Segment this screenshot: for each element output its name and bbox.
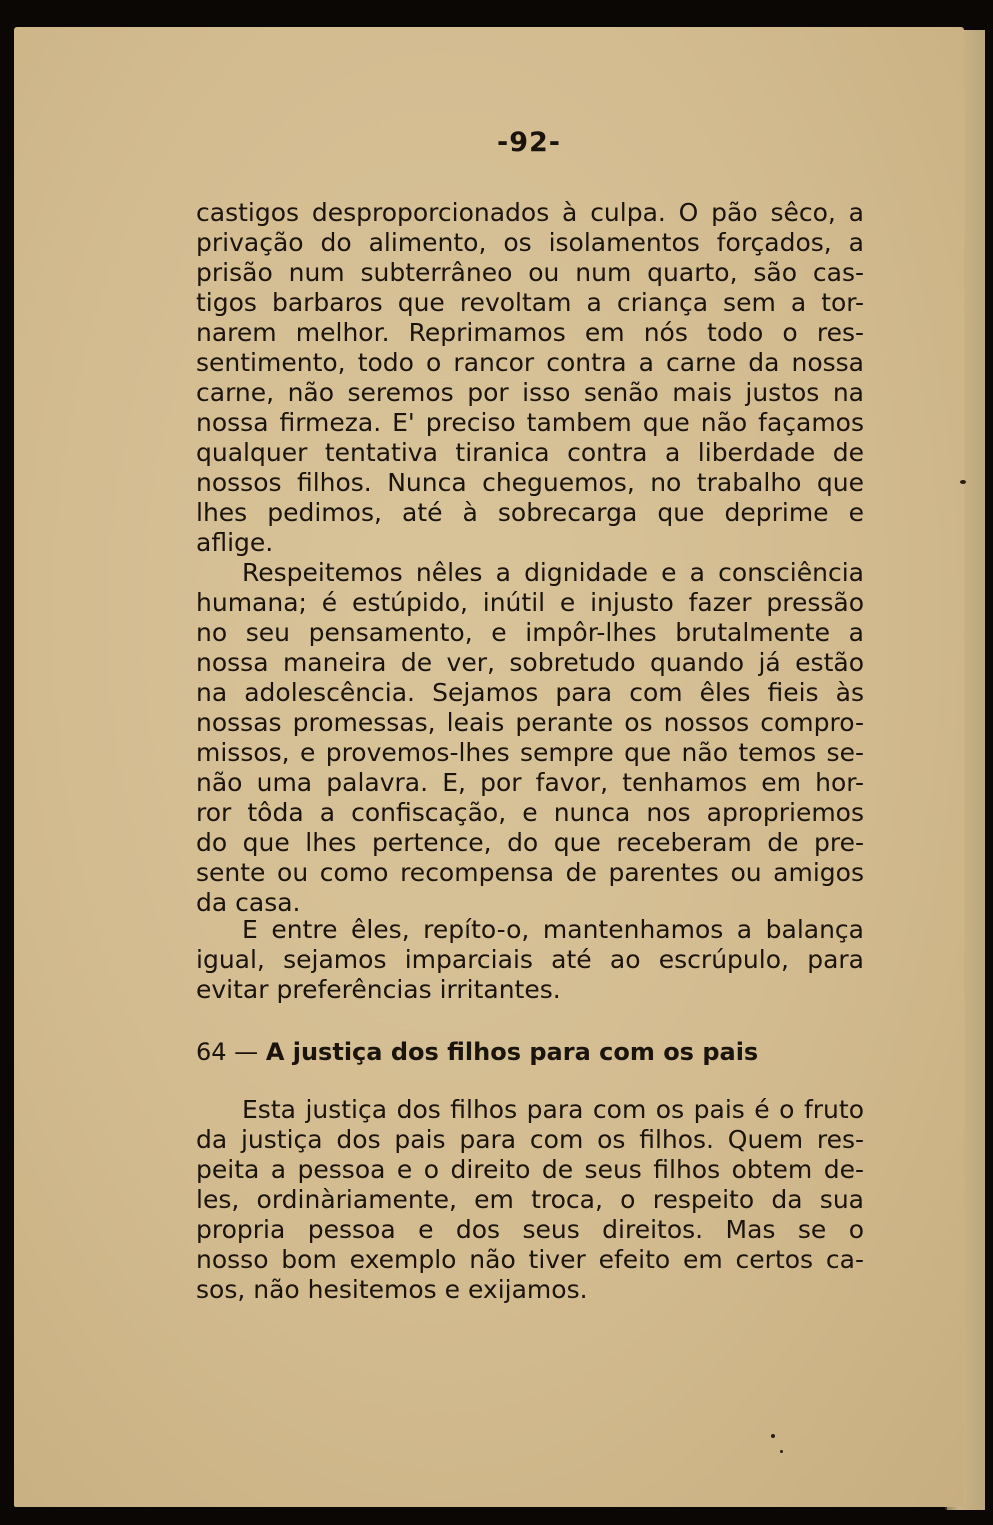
text-line: missos, e provemos-lhes sempre que não temos se- [196, 738, 864, 767]
text-line: da justiça dos pais para com os filhos. Quem res- [196, 1125, 864, 1154]
text-line: sentimento, todo o rancor contra a carne da nossa [196, 348, 864, 377]
text-line: qualquer tentativa tiranica contra a liberdade de [196, 438, 864, 467]
text-line: tigos barbaros que revoltam a criança sem a tor- [196, 288, 864, 317]
section-heading [196, 1038, 758, 1066]
paragraph-3 [196, 915, 864, 1005]
text-line: evitar preferências irritantes. [196, 975, 561, 1004]
section-title: A justiça dos filhos para com os pais [265, 1038, 759, 1066]
text-line: sente ou como recompensa de parentes ou amigos [196, 858, 864, 887]
text-line: E entre êles, repíto-o, mantenhamos a balança [242, 915, 864, 944]
text-line: nossas promessas, leais perante os nossos compro- [196, 708, 864, 737]
text-line: na adolescência. Sejamos para com êles fieis às [196, 678, 864, 707]
text-line: narem melhor. Reprimamos em nós todo o res- [196, 318, 864, 347]
text-line: castigos desproporcionados à culpa. O pão sêco, a [196, 198, 864, 227]
text-line: aflige. [196, 528, 274, 557]
text-line: Respeitemos nêles a dignidade e a consciência [242, 558, 864, 587]
paper-speck [780, 1450, 783, 1453]
paper-speck [771, 1434, 775, 1438]
text-line: privação do alimento, os isolamentos forçados, a [196, 228, 864, 257]
paper-speck [960, 480, 966, 484]
text-line: não uma palavra. E, por favor, tenhamos em hor- [196, 768, 864, 797]
text-line: no seu pensamento, e impôr-lhes brutalmente a [196, 618, 864, 647]
paragraph-4 [196, 1095, 864, 1305]
text-line: do que lhes pertence, do que receberam de pre- [196, 828, 864, 857]
paragraph-2 [196, 558, 864, 918]
text-line: nossos filhos. Nunca cheguemos, no trabalho que [196, 468, 864, 497]
text-line: les, ordinàriamente, em troca, o respeito da sua [196, 1185, 864, 1214]
text-line: humana; é estúpido, inútil e injusto fazer pressão [196, 588, 864, 617]
text-line: carne, não seremos por isso senão mais justos na [196, 378, 864, 407]
section-number: 64 — [196, 1038, 259, 1066]
text-line: propria pessoa e dos seus direitos. Mas se o [196, 1215, 864, 1244]
text-line: peita a pessoa e o direito de seus filhos obtem de- [196, 1155, 864, 1184]
text-line: da casa. [196, 888, 301, 917]
text-line: prisão num subterrâneo ou num quarto, são cas- [196, 258, 864, 287]
text-line: lhes pedimos, até à sobrecarga que deprime e [196, 498, 864, 527]
text-line: nossa firmeza. E' preciso tambem que não façamos [196, 408, 864, 437]
text-line: ror tôda a confiscação, e nunca nos apropriemos [196, 798, 864, 827]
text-line: nosso bom exemplo não tiver efeito em certos ca- [196, 1245, 864, 1274]
text-line: sos, não hesitemos e exijamos. [196, 1275, 588, 1304]
paragraph-1 [196, 198, 864, 558]
page-number: -92- [497, 127, 561, 158]
text-line: nossa maneira de ver, sobretudo quando já estão [196, 648, 864, 677]
text-line: igual, sejamos imparciais até ao escrúpulo, para [196, 945, 864, 974]
text-line: Esta justiça dos filhos para com os pais é o fruto [242, 1095, 864, 1124]
